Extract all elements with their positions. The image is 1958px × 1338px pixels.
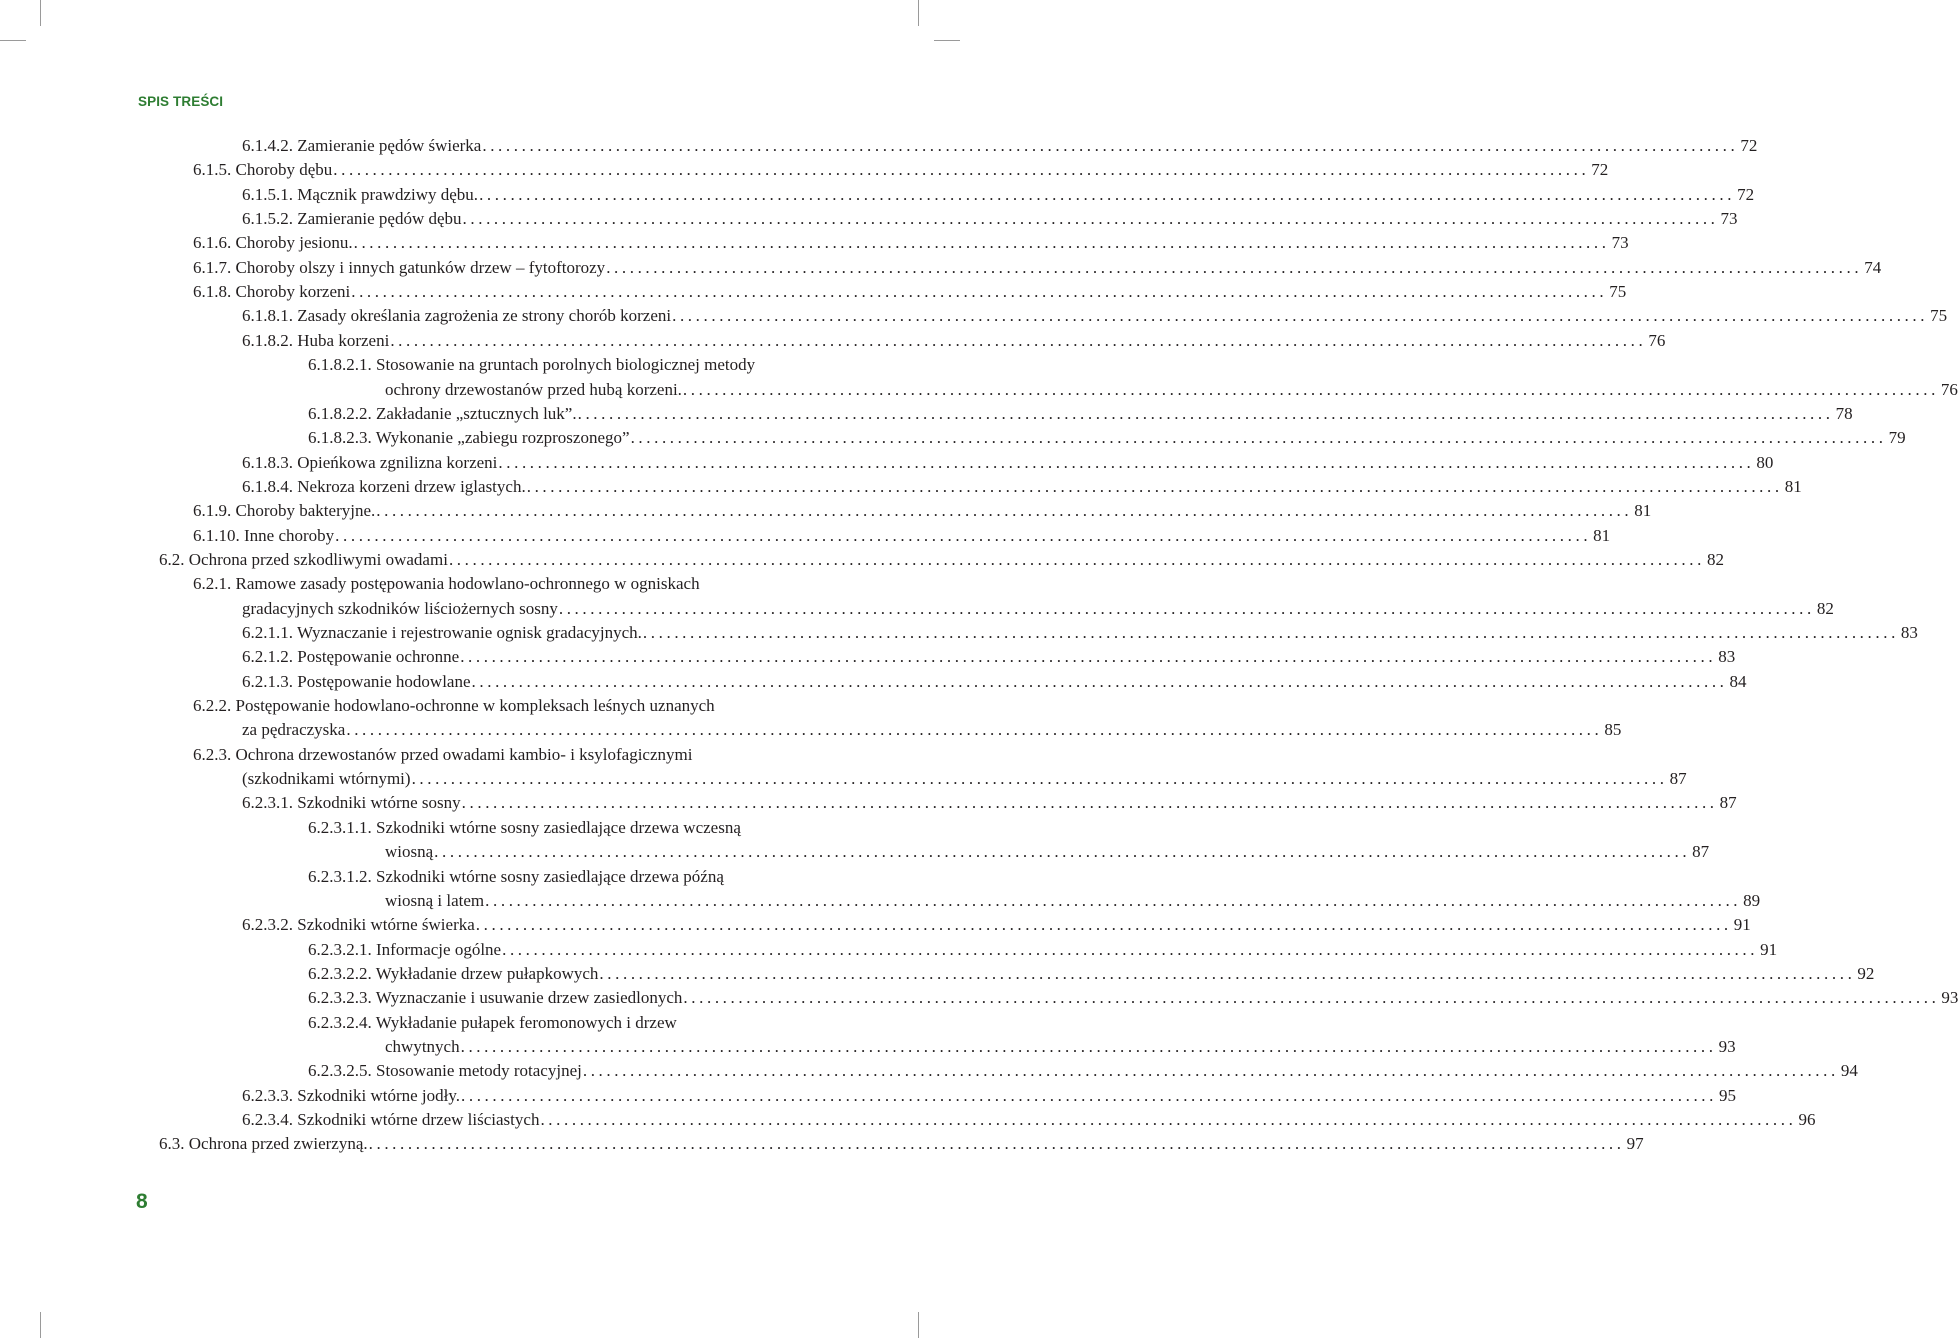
- toc-page-number: 72: [1740, 136, 1758, 155]
- toc-page-number: 95: [1719, 1085, 1736, 1105]
- toc-entry-title: 6.2.3.2.3. Wyznaczanie i usuwanie drzew zasiedlonych: [308, 988, 683, 1008]
- toc-entry[interactable]: [308, 1059, 1858, 1083]
- toc-entry[interactable]: [193, 280, 1627, 304]
- toc-entry[interactable]: [385, 840, 1710, 864]
- toc-entry-title: 6.2.3.3. Szkodniki wtórne jodły.: [242, 1085, 460, 1105]
- toc-entry-title: 6.1.6. Choroby jesionu.: [193, 233, 353, 253]
- toc-entry[interactable]: [193, 524, 1611, 548]
- toc-entry[interactable]: [308, 353, 755, 377]
- toc-entry-title: 6.1.5.1. Mącznik prawdziwy dębu.: [242, 184, 479, 204]
- toc-page-number: 83: [1718, 647, 1736, 667]
- toc-entry-title: 6.1.8.2. Huba korzeni: [242, 330, 390, 350]
- toc-dot-leader: ................................................................................................................................................................: [434, 842, 1691, 862]
- toc-entry-title: 6.3. Ochrona przed zwierzyną.: [159, 1134, 368, 1154]
- toc-entry[interactable]: [193, 743, 692, 767]
- toc-entry[interactable]: [242, 767, 1687, 791]
- toc-entry[interactable]: [242, 670, 1747, 694]
- toc-dot-leader: ................................................................................................................................................................: [683, 988, 1940, 1008]
- toc-page-number: 72: [1737, 184, 1755, 204]
- toc-dot-leader: ................................................................................................................................................................: [460, 1036, 1717, 1056]
- toc-dot-leader: ................................................................................................................................................................: [540, 1110, 1797, 1129]
- toc-entry[interactable]: [242, 913, 1751, 937]
- toc-dot-leader: ................................................................................................................................................................: [526, 476, 1783, 496]
- toc-page-number: 75: [1609, 282, 1627, 302]
- toc-entry-title: chwytnych: [385, 1036, 460, 1056]
- toc-entry-title: 6.1.4.2. Zamieranie pędów świerka: [242, 136, 482, 155]
- toc-dot-leader: ................................................................................................................................................................: [682, 379, 1939, 399]
- toc-entry[interactable]: [242, 718, 1622, 742]
- toc-dot-leader: ................................................................................................................................................................: [333, 160, 1590, 180]
- toc-entry[interactable]: [308, 402, 1853, 426]
- toc-page-number: 73: [1720, 209, 1738, 229]
- toc-page-number: 92: [1857, 963, 1875, 983]
- toc-entry-title: 6.1.8. Choroby korzeni: [193, 282, 351, 302]
- toc-entry[interactable]: [242, 1108, 1816, 1132]
- toc-entry[interactable]: [193, 694, 715, 718]
- toc-page-number: 72: [1591, 160, 1609, 180]
- toc-dot-leader: ................................................................................................................................................................: [335, 525, 1592, 545]
- toc-page-number: 82: [1706, 549, 1724, 569]
- toc-entry-title: 6.1.8.4. Nekroza korzeni drzew iglastych.: [242, 476, 526, 496]
- toc-dot-leader: ................................................................................................................................................................: [346, 720, 1603, 740]
- toc-entry-title: 6.2.3.2.4. Wykładanie pułapek feromonowych i drzew: [308, 1012, 677, 1032]
- toc-entry-title: 6.1.7. Choroby olszy i innych gatunków drzew – fytoftorozy: [193, 257, 606, 277]
- toc-dot-leader: ................................................................................................................................................................: [368, 1134, 1625, 1154]
- toc-entry[interactable]: [308, 1011, 677, 1035]
- section-header: SPIS TREŚCI: [138, 94, 224, 109]
- toc-dot-leader: ................................................................................................................................................................: [672, 306, 1929, 326]
- toc-entry[interactable]: [242, 304, 1948, 328]
- toc-entry[interactable]: [159, 548, 1724, 572]
- toc-page-number: 87: [1692, 842, 1710, 862]
- toc-entry[interactable]: [193, 499, 1652, 523]
- toc-dot-leader: ................................................................................................................................................................: [606, 257, 1863, 277]
- toc-page-number: 87: [1719, 793, 1737, 813]
- toc-dot-leader: ................................................................................................................................................................: [479, 184, 1736, 204]
- toc-dot-leader: ................................................................................................................................................................: [471, 671, 1728, 691]
- toc-dot-leader: ................................................................................................................................................................: [630, 428, 1887, 448]
- toc-entry-title: 6.2.2. Postępowanie hodowlano-ochronne w kompleksach leśnych uznanych: [193, 696, 715, 716]
- toc-page-number: 84: [1729, 671, 1747, 691]
- toc-entry[interactable]: [242, 134, 1758, 158]
- toc-entry[interactable]: [242, 329, 1666, 353]
- toc-entry-title: 6.1.5. Choroby dębu: [193, 160, 333, 180]
- toc-entry[interactable]: [385, 889, 1761, 913]
- toc-entry[interactable]: [193, 256, 1882, 280]
- toc-entry-title: (szkodnikami wtórnymi): [242, 769, 411, 789]
- toc-entry-title: wiosną: [385, 842, 434, 862]
- toc-dot-leader: ................................................................................................................................................................: [411, 769, 1668, 789]
- toc-entry[interactable]: [242, 791, 1737, 815]
- toc-page-number: 81: [1784, 476, 1802, 496]
- toc-page-number: 74: [1864, 257, 1882, 277]
- toc-entry-title: 6.2.3.1. Szkodniki wtórne sosny: [242, 793, 461, 813]
- toc-dot-leader: ................................................................................................................................................................: [582, 1061, 1839, 1081]
- toc-dot-leader: ................................................................................................................................................................: [577, 403, 1834, 423]
- toc-entry-title: 6.1.8.2.2. Zakładanie „sztucznych luk”.: [308, 403, 577, 423]
- toc-entry-title: 6.2.3.2. Szkodniki wtórne świerka: [242, 915, 475, 935]
- toc-entry-title: 6.1.8.1. Zasady określania zagrożenia ze strony chorób korzeni: [242, 306, 672, 326]
- toc-entry[interactable]: [242, 597, 1834, 621]
- toc-dot-leader: ................................................................................................................................................................: [351, 282, 1608, 302]
- toc-page-number: 82: [1816, 598, 1834, 618]
- toc-page-number: 96: [1798, 1110, 1816, 1129]
- toc-entry[interactable]: [159, 1132, 1644, 1156]
- toc-entry[interactable]: [308, 426, 1906, 450]
- toc-dot-leader: ................................................................................................................................................................: [353, 233, 1610, 253]
- toc-entry-title: 6.2.1.1. Wyznaczanie i rejestrowanie ognisk gradacyjnych.: [242, 623, 642, 642]
- toc-page-number: 79: [1888, 428, 1906, 448]
- toc-dot-leader: ................................................................................................................................................................: [642, 623, 1899, 642]
- toc-entry[interactable]: [193, 231, 1629, 255]
- toc-dot-leader: ................................................................................................................................................................: [390, 330, 1647, 350]
- toc-entry[interactable]: [193, 158, 1609, 182]
- toc-entry-title: 6.2.3.2.5. Stosowanie metody rotacyjnej: [308, 1061, 582, 1081]
- toc-entry[interactable]: [242, 207, 1738, 231]
- toc-entry-title: 6.2. Ochrona przed szkodliwymi owadami: [159, 549, 448, 569]
- toc-page-number: 76: [1648, 330, 1666, 350]
- toc-dot-leader: ................................................................................................................................................................: [498, 452, 1755, 472]
- toc-entry[interactable]: [193, 572, 700, 596]
- toc-dot-leader: ................................................................................................................................................................: [461, 793, 1718, 813]
- toc-entry-title: 6.2.3. Ochrona drzewostanów przed owadami kambio- i ksylofagicznymi: [193, 744, 693, 764]
- toc-entry[interactable]: [242, 1084, 1736, 1108]
- toc-page-number: 75: [1930, 306, 1948, 326]
- toc-page-number: 76: [1940, 379, 1958, 399]
- toc-entry[interactable]: [242, 451, 1774, 475]
- page-number: 8: [136, 1190, 148, 1213]
- toc-page-number: 91: [1733, 915, 1751, 935]
- toc-dot-leader: ................................................................................................................................................................: [376, 501, 1633, 521]
- toc-dot-leader: ................................................................................................................................................................: [482, 136, 1739, 155]
- toc-entry-title: 6.2.3.2.2. Wykładanie drzew pułapkowych: [308, 963, 599, 983]
- toc-dot-leader: ................................................................................................................................................................: [460, 647, 1717, 667]
- toc-entry-title: 6.1.8.2.3. Wykonanie „zabiegu rozproszonego”: [308, 428, 630, 448]
- toc-page-number: 83: [1900, 623, 1918, 642]
- toc-entry-title: ochrony drzewostanów przed hubą korzeni.: [385, 379, 682, 399]
- toc-entry[interactable]: [308, 938, 1778, 962]
- toc-entry-title: 6.2.1. Ramowe zasady postępowania hodowlano-ochronnego w ogniskach: [193, 574, 700, 594]
- toc-entry[interactable]: [308, 986, 1958, 1010]
- toc-entry-title: 6.1.8.2.1. Stosowanie na gruntach porolnych biologicznej metody: [308, 355, 756, 375]
- toc-page-number: 91: [1760, 939, 1778, 959]
- toc-entry[interactable]: [242, 183, 1755, 207]
- toc-page-number: 87: [1669, 769, 1687, 789]
- toc-dot-leader: ................................................................................................................................................................: [448, 549, 1705, 569]
- toc-page-number: 97: [1626, 1134, 1644, 1154]
- toc-page-number: 93: [1941, 988, 1958, 1008]
- toc-entry-title: 6.1.10. Inne choroby: [193, 525, 335, 545]
- toc-entry-title: 6.2.1.3. Postępowanie hodowlane: [242, 671, 471, 691]
- toc-entry[interactable]: [242, 621, 1918, 645]
- toc-entry-title: 6.1.5.2. Zamieranie pędów dębu: [242, 209, 462, 229]
- toc-entry[interactable]: [242, 475, 1802, 499]
- toc-page-number: 81: [1634, 501, 1652, 521]
- toc-entry-title: za pędraczyska: [242, 720, 346, 740]
- toc-entry-title: wiosną i latem: [385, 890, 485, 910]
- toc-entry[interactable]: [308, 816, 741, 840]
- toc-page-number: 81: [1593, 525, 1611, 545]
- toc-dot-leader: ................................................................................................................................................................: [485, 890, 1742, 910]
- toc-page-number: 80: [1756, 452, 1774, 472]
- toc-dot-leader: ................................................................................................................................................................: [461, 1085, 1717, 1105]
- toc-entry-title: 6.1.9. Choroby bakteryjne.: [193, 501, 376, 521]
- toc-entry-title: 6.2.3.2.1. Informacje ogólne: [308, 939, 502, 959]
- toc-entry-title: 6.2.3.1.1. Szkodniki wtórne sosny zasiedlające drzewa wczesną: [308, 817, 741, 837]
- toc-page-number: 93: [1718, 1036, 1736, 1056]
- toc-page-number: 78: [1835, 403, 1853, 423]
- toc-page-number: 89: [1743, 890, 1761, 910]
- toc-entry[interactable]: [308, 865, 724, 889]
- toc-entry[interactable]: [385, 1035, 1736, 1059]
- toc-dot-leader: ................................................................................................................................................................: [462, 209, 1719, 229]
- toc-entry-title: 6.2.1.2. Postępowanie ochronne: [242, 647, 460, 667]
- toc-entry-title: 6.2.3.1.2. Szkodniki wtórne sosny zasiedlające drzewa późną: [308, 866, 724, 886]
- toc-entry[interactable]: [385, 378, 1958, 402]
- toc-entry[interactable]: [242, 645, 1736, 669]
- toc-dot-leader: ................................................................................................................................................................: [475, 915, 1732, 935]
- toc-page-number: 73: [1611, 233, 1629, 253]
- toc-dot-leader: ................................................................................................................................................................: [502, 939, 1759, 959]
- toc-entry-title: gradacyjnych szkodników liściożernych sosny: [242, 598, 558, 618]
- toc-dot-leader: ................................................................................................................................................................: [599, 963, 1856, 983]
- toc-entry-title: 6.1.8.3. Opieńkowa zgnilizna korzeni: [242, 452, 498, 472]
- toc-page-number: 85: [1604, 720, 1622, 740]
- toc-dot-leader: ................................................................................................................................................................: [558, 598, 1815, 618]
- toc-entry-title: 6.2.3.4. Szkodniki wtórne drzew liściastych: [242, 1110, 540, 1129]
- toc-entry[interactable]: [308, 962, 1875, 986]
- toc-page-number: 94: [1840, 1061, 1858, 1081]
